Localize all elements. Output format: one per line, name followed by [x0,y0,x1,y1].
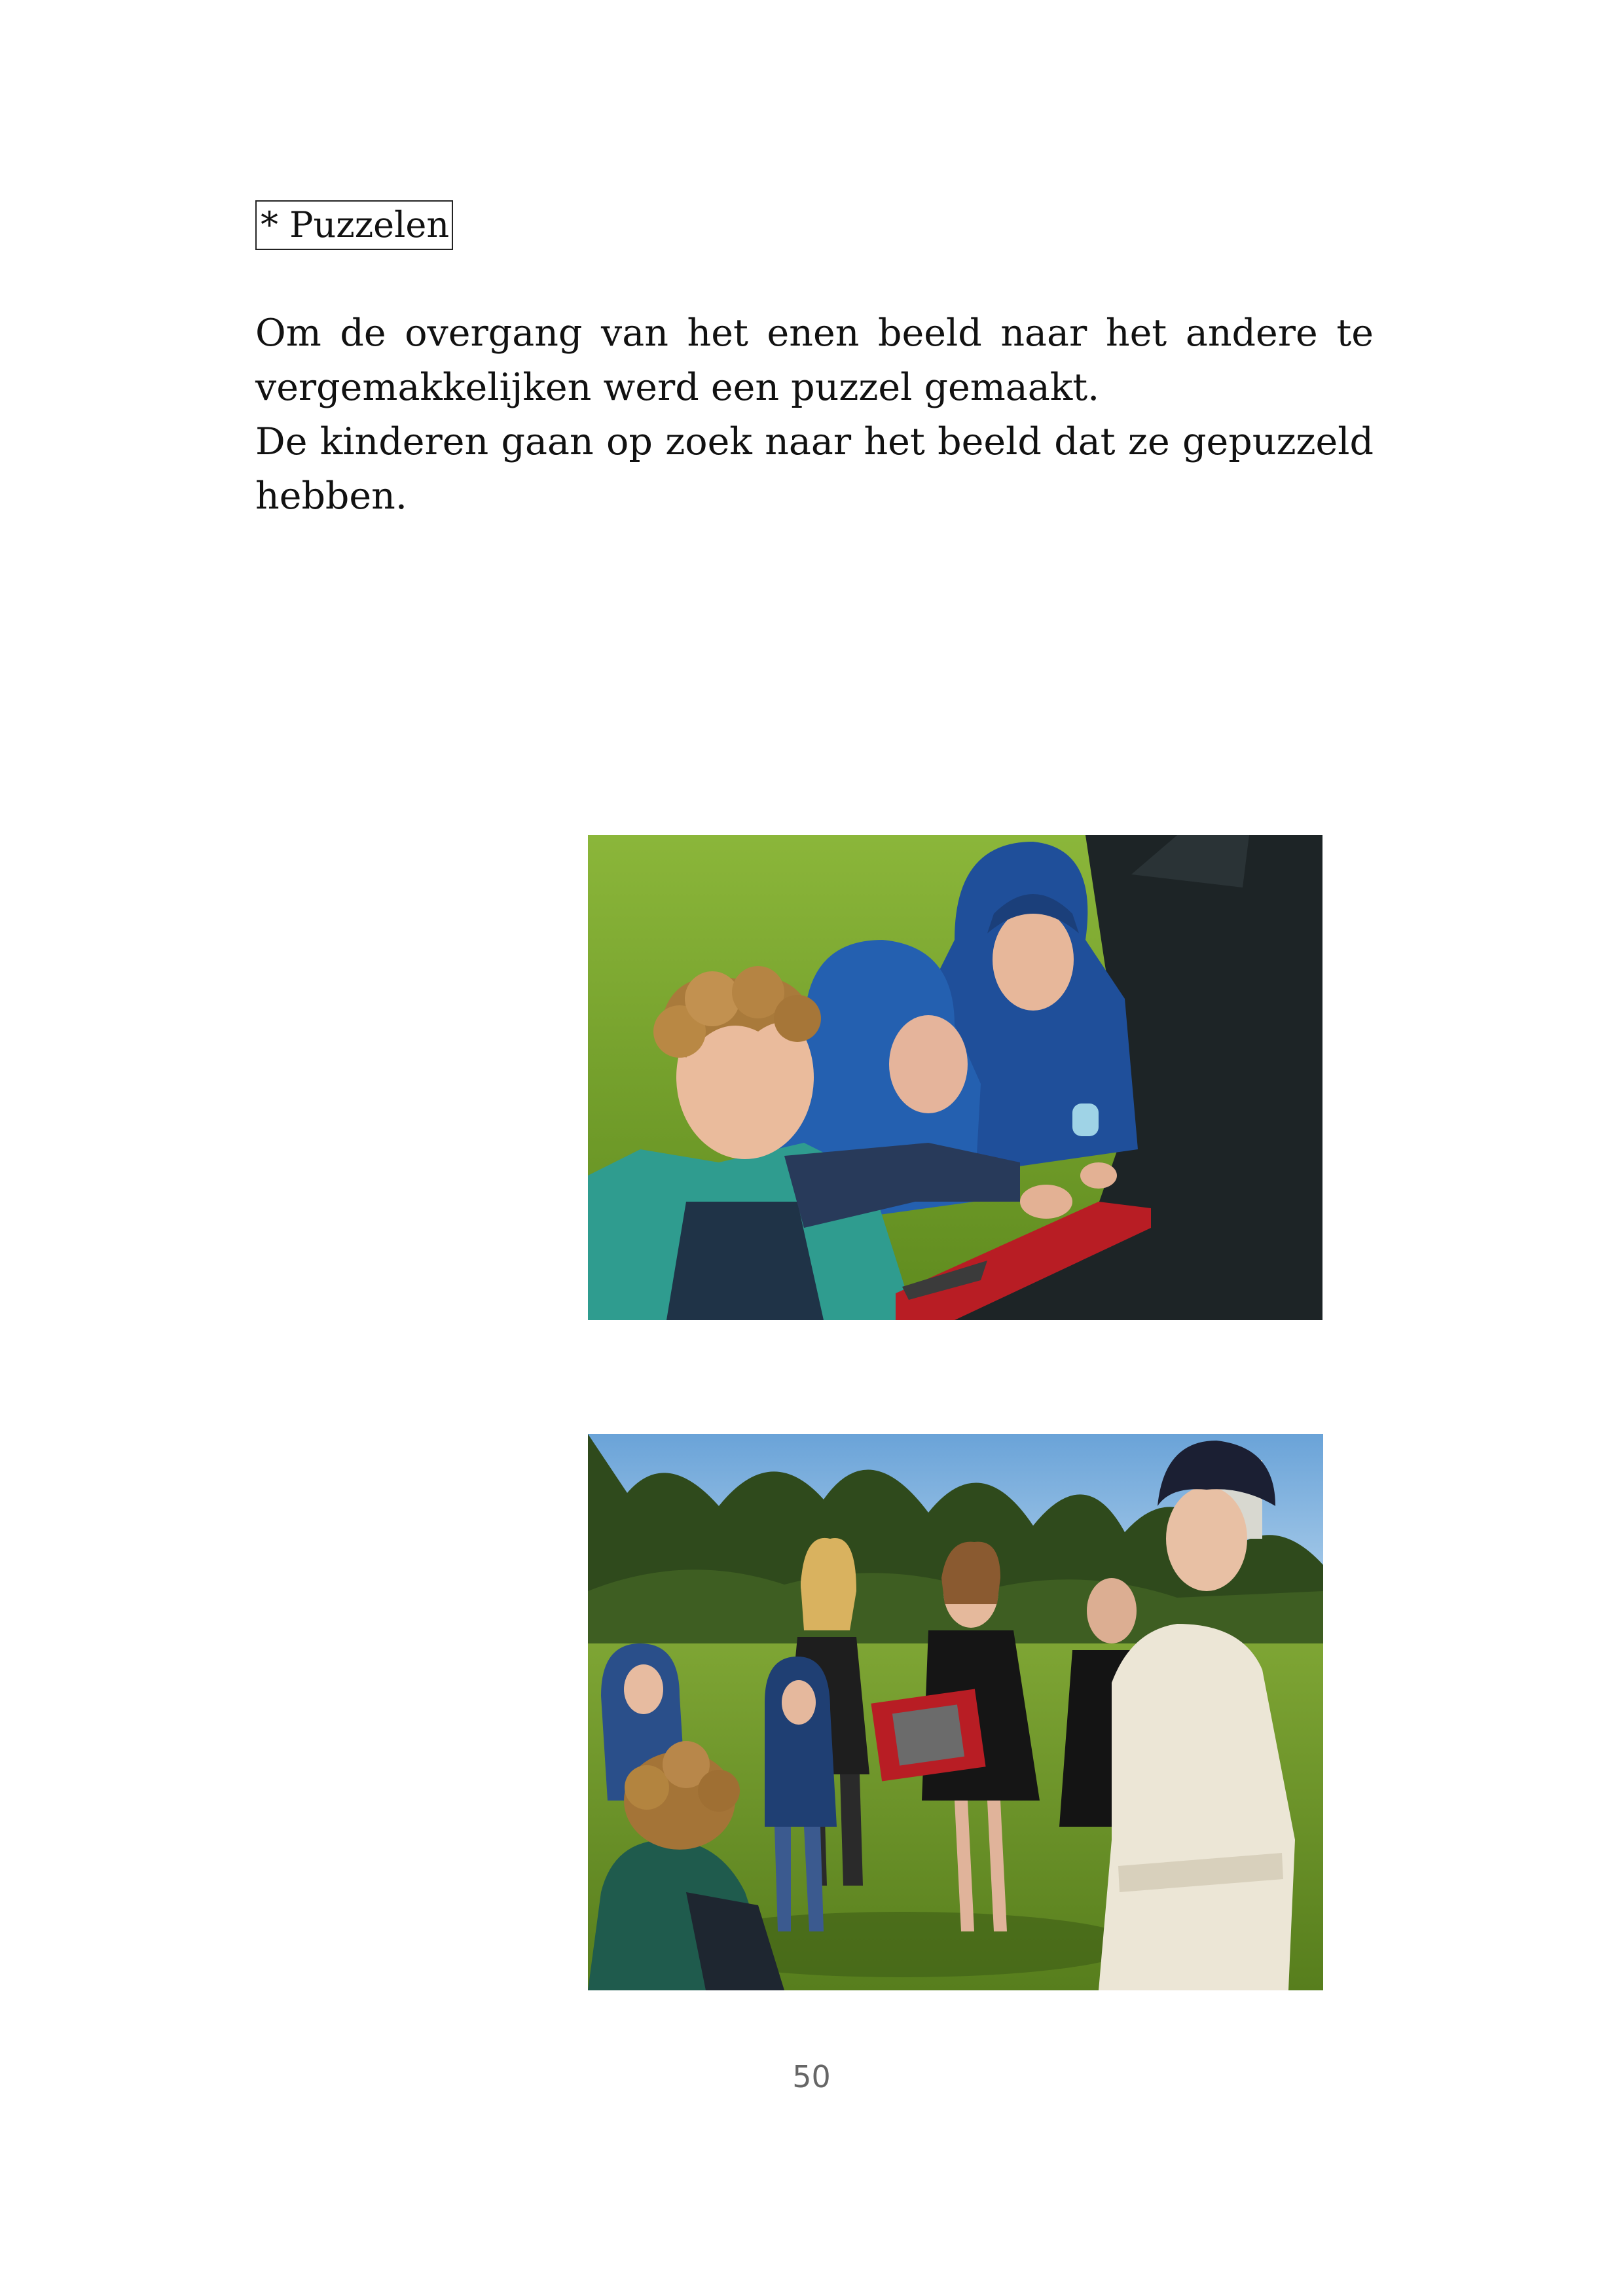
photo-children-puzzling [588,835,1322,1320]
paragraph-1: Om de overgang van het enen beeld naar het andere te vergemakkelijken werd een puzzel gemaakt. [255,312,1374,409]
photo-group-in-park-image [588,1434,1323,1990]
body-text [255,306,1374,524]
photo-children-puzzling-image [588,835,1322,1320]
photo-group-in-park [588,1434,1323,1990]
paragraph-2: De kinderen gaan op zoek naar het beeld dat ze gepuzzeld hebben. [255,420,1374,518]
section-heading: * Puzzelen [255,200,453,250]
page-number: 50 [792,2059,831,2094]
